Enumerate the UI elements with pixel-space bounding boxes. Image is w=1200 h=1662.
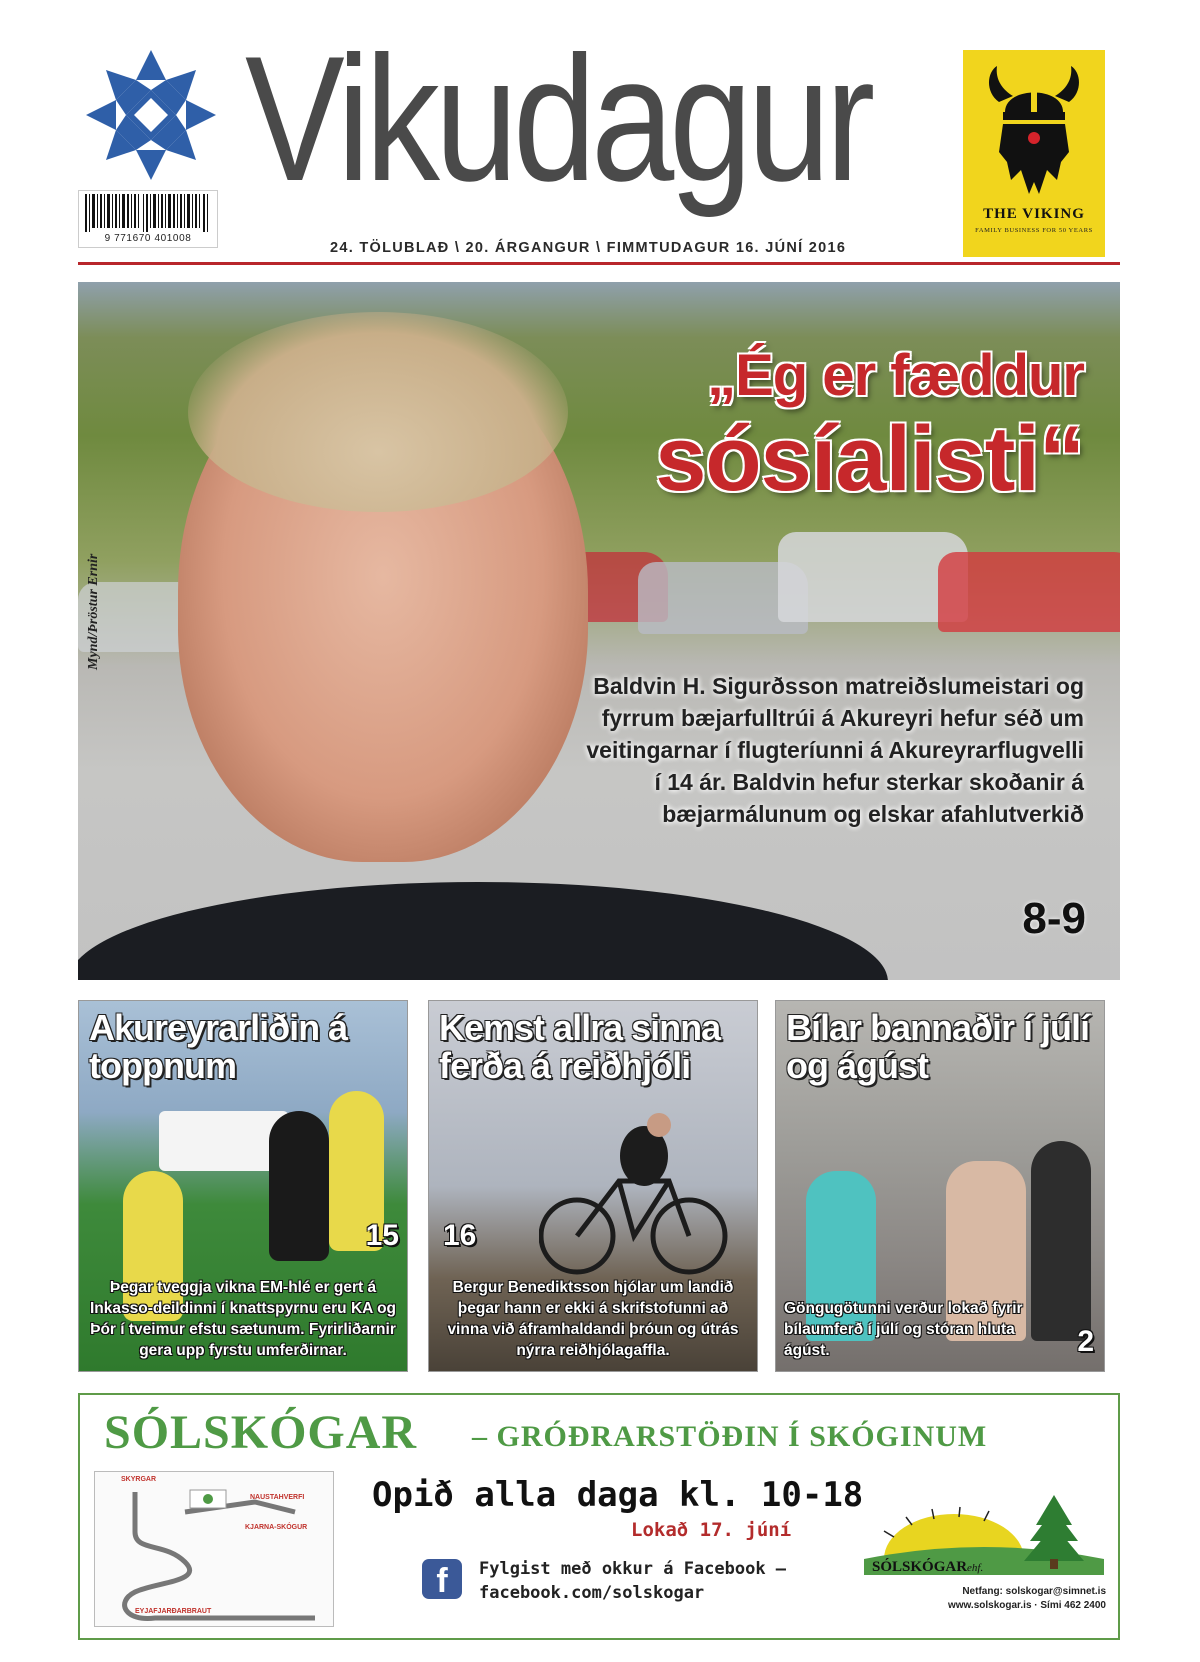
bicycle-icon [539, 1111, 729, 1281]
teaser-title: Bílar bannaðir í júlí og ágúst [786, 1007, 1090, 1086]
masthead-rule [78, 262, 1120, 265]
teaser-cycling[interactable] [428, 1000, 758, 1372]
map-label: EYJAFJARÐARBRAUT [135, 1608, 212, 1615]
barcode-icon [83, 194, 213, 232]
ad-facebook-line1: Fylgist með okkur á Facebook – [479, 1559, 787, 1579]
barcode [78, 190, 218, 248]
masthead-title: Vikudagur [245, 19, 871, 218]
viking-tagline: FAMILY BUSINESS FOR 50 YEARS [975, 227, 1093, 234]
map-label: KJARNA-SKÓGUR [245, 1524, 308, 1531]
lead-deck: Baldvin H. Sigurðsson matreiðslumeistari og fyrrum bæjarfulltrúi á Akureyri hefur séð um veitingarnar í flugteríunni á Akureyrarflugvelli í 14 ár. Baldvin hefur sterkar skoðanir á bæjarmálunum og elskar afahlutverkið [586, 673, 1084, 827]
teaser-title: Akureyrarliðin á toppnum [89, 1007, 348, 1086]
lead-page-ref[interactable]: 8-9 [1022, 894, 1086, 943]
issue-line: 24. TÖLUBLAÐ \ 20. ÁRGANGUR \ FIMMTUDAGUR 16. JÚNÍ 2016 [330, 240, 847, 256]
teaser-page-ref[interactable]: 16 [443, 1219, 477, 1252]
map-label: SKYRGAR [121, 1476, 157, 1483]
lead-headline-line2: sósíalisti“ [655, 408, 1084, 510]
ad-email[interactable]: Netfang: solskogar@simnet.is [962, 1586, 1106, 1597]
solskogar-advert[interactable] [78, 1393, 1120, 1640]
map-label: NAUSTAHVERFI [250, 1494, 305, 1501]
teaser-text: Þegar tveggja vikna EM-hlé er gert á Inkasso-deildinni í knattspyrnu eru KA og Þór í tveimur efstu sætunum. Fyrirliðarnir gera upp fyrstu umferðirnar. [89, 1279, 397, 1359]
viking-ad[interactable] [963, 50, 1105, 257]
ad-opening-hours: Opið alla daga kl. 10-18 [372, 1475, 864, 1515]
photo-credit: Mynd/Þröstur Ernir [86, 553, 101, 670]
ad-closed-note: Lokað 17. júní [631, 1519, 792, 1541]
lead-story[interactable] [78, 282, 1120, 980]
ad-logo-name: SÓLSKÓGARehf. [872, 1559, 984, 1575]
barcode-number: 9 771670 401008 [104, 233, 192, 244]
viking-brand-name: THE VIKING [983, 206, 1085, 222]
teaser-text: Göngugötunni verður lokað fyrir bílaumferð í júlí og stóran hluta ágúst. [784, 1300, 1023, 1359]
bg-car [938, 552, 1120, 632]
teaser-street[interactable] [775, 1000, 1105, 1372]
ad-web-phone[interactable]: www.solskogar.is · Sími 462 2400 [947, 1600, 1106, 1611]
lead-headline-line1: „Ég er fæddur [707, 343, 1084, 408]
ad-facebook-text[interactable] [479, 1557, 786, 1605]
teaser-text: Bergur Benediktsson hjólar um landið þegar hann er ekki á skrifstofunni að vinna við áframhaldandi þróun og útrás nýrra reiðhjólagaffla. [447, 1279, 739, 1359]
teaser-page-ref[interactable]: 2 [1077, 1325, 1094, 1358]
teaser-title: Kemst allra sinna ferða á reiðhjóli [439, 1007, 721, 1086]
ad-contact [948, 1585, 1106, 1613]
ad-map [94, 1471, 334, 1627]
teaser-football[interactable] [78, 1000, 408, 1372]
portrait-shirt [78, 882, 888, 980]
portrait-hair [188, 312, 568, 512]
ad-facebook-link[interactable]: facebook.com/solskogar [479, 1583, 705, 1603]
viking-helmet-icon [981, 62, 1087, 202]
teaser-page-ref[interactable]: 15 [365, 1219, 399, 1252]
logo-star-icon [86, 50, 216, 180]
facebook-icon[interactable]: f [422, 1559, 462, 1599]
ad-brand: SÓLSKÓGAR [104, 1406, 418, 1459]
ad-tagline: – GRÓÐRARSTÖÐIN Í SKÓGINUM [472, 1420, 988, 1453]
ad-logo [864, 1495, 1104, 1635]
player-figure [269, 1111, 329, 1261]
